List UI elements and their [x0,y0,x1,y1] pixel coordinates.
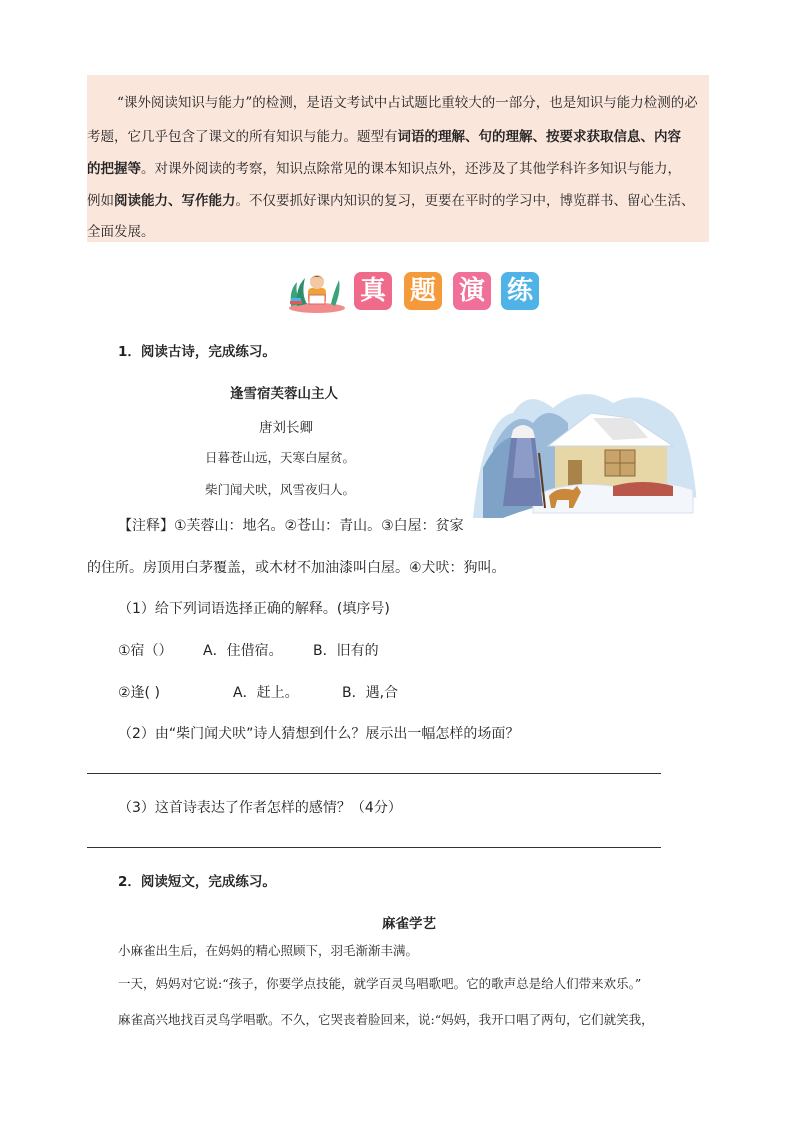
intro-emphasis: 词语的理解、句的理解、按要求获取信息、内容 [397,129,681,145]
word-2-option-a[interactable]: A．赶上。 [233,685,299,701]
intro-line-4 [87,189,695,209]
poem-title: 逢雪宿芙蓉山主人 [230,386,338,402]
word-1-label: ①宿（） [118,643,173,659]
intro-text: 。不仅要抓好课内知识的复习，更要在平时的学习中，博览群书、留心生活、 [235,193,695,209]
snow-scene-illustration [473,378,698,526]
section-banner [287,268,541,314]
intro-box [87,75,709,242]
intro-text: 全面发展。 [87,224,155,240]
intro-line-5 [87,220,155,240]
banner-char-zhen: 真 [354,272,392,310]
word-1-option-a[interactable]: A．住借宿。 [203,643,283,659]
banner-char-ti: 题 [404,272,442,310]
intro-emphasis: 的把握等 [87,161,141,177]
word-2-label: ②逢( ) [118,685,160,701]
answer-line-2[interactable] [87,773,661,774]
question-2-title: 2．阅读短文，完成练习。 [118,874,276,890]
story-paragraph-3: 麻雀高兴地找百灵鸟学唱歌。不久，它哭丧着脸回来，说:“妈妈，我开口唱了两句，它们就笑我， [118,1012,654,1027]
story-paragraph-1: 小麻雀出生后，在妈妈的精心照顾下，羽毛渐渐丰满。 [118,943,419,958]
banner-char-lian: 练 [501,272,539,310]
intro-text: “课外阅读知识与能力”的检测，是语文考试中占试题比重较大的一部分，也是知识与能力检测的必 [117,95,698,111]
intro-line-1 [117,91,698,111]
answer-line-3[interactable] [87,847,661,848]
poem-line-2: 柴门闻犬吠，风雪夜归人。 [205,482,356,497]
intro-line-3 [87,157,681,177]
intro-text: 。对课外阅读的考察，知识点除常见的课本知识点外，还涉及了其他学科许多知识与能力， [141,161,681,177]
word-1-option-b[interactable]: B．旧有的 [313,643,379,659]
word-2-option-b[interactable]: B．遇,合 [342,685,399,701]
question-1-title: 1．阅读古诗，完成练习。 [118,344,276,360]
reading-child-icon [287,268,347,314]
intro-text: 考题，它几乎包含了课文的所有知识与能力。题型有 [87,129,398,145]
intro-line-2 [87,125,681,145]
intro-text: 例如 [87,193,114,209]
annotation-line-2: 的住所。房顶用白茅覆盖，或木材不加油漆叫白屋。④犬吠：狗叫。 [87,560,506,576]
story-title: 麻雀学艺 [382,916,436,932]
poem-line-1: 日暮苍山远，天寒白屋贫。 [205,450,356,465]
banner-char-yan: 演 [453,272,491,310]
subquestion-3: （3）这首诗表达了作者怎样的感情？（4分） [118,800,402,816]
subquestion-2: （2）由“柴门闻犬吠”诗人猜想到什么？展示出一幅怎样的场面？ [118,726,520,742]
story-paragraph-2: 一天，妈妈对它说:“孩子，你要学点技能，就学百灵鸟唱歌吧。它的歌声总是给人们带来欢乐。” [118,976,642,991]
subquestion-1: （1）给下列词语选择正确的解释。(填序号) [118,601,390,617]
annotation-line-1: 【注释】①芙蓉山：地名。②苍山：青山。③白屋：贫家 [118,518,464,534]
intro-emphasis: 阅读能力、写作能力 [114,193,236,209]
poem-author: 唐刘长卿 [259,420,313,436]
